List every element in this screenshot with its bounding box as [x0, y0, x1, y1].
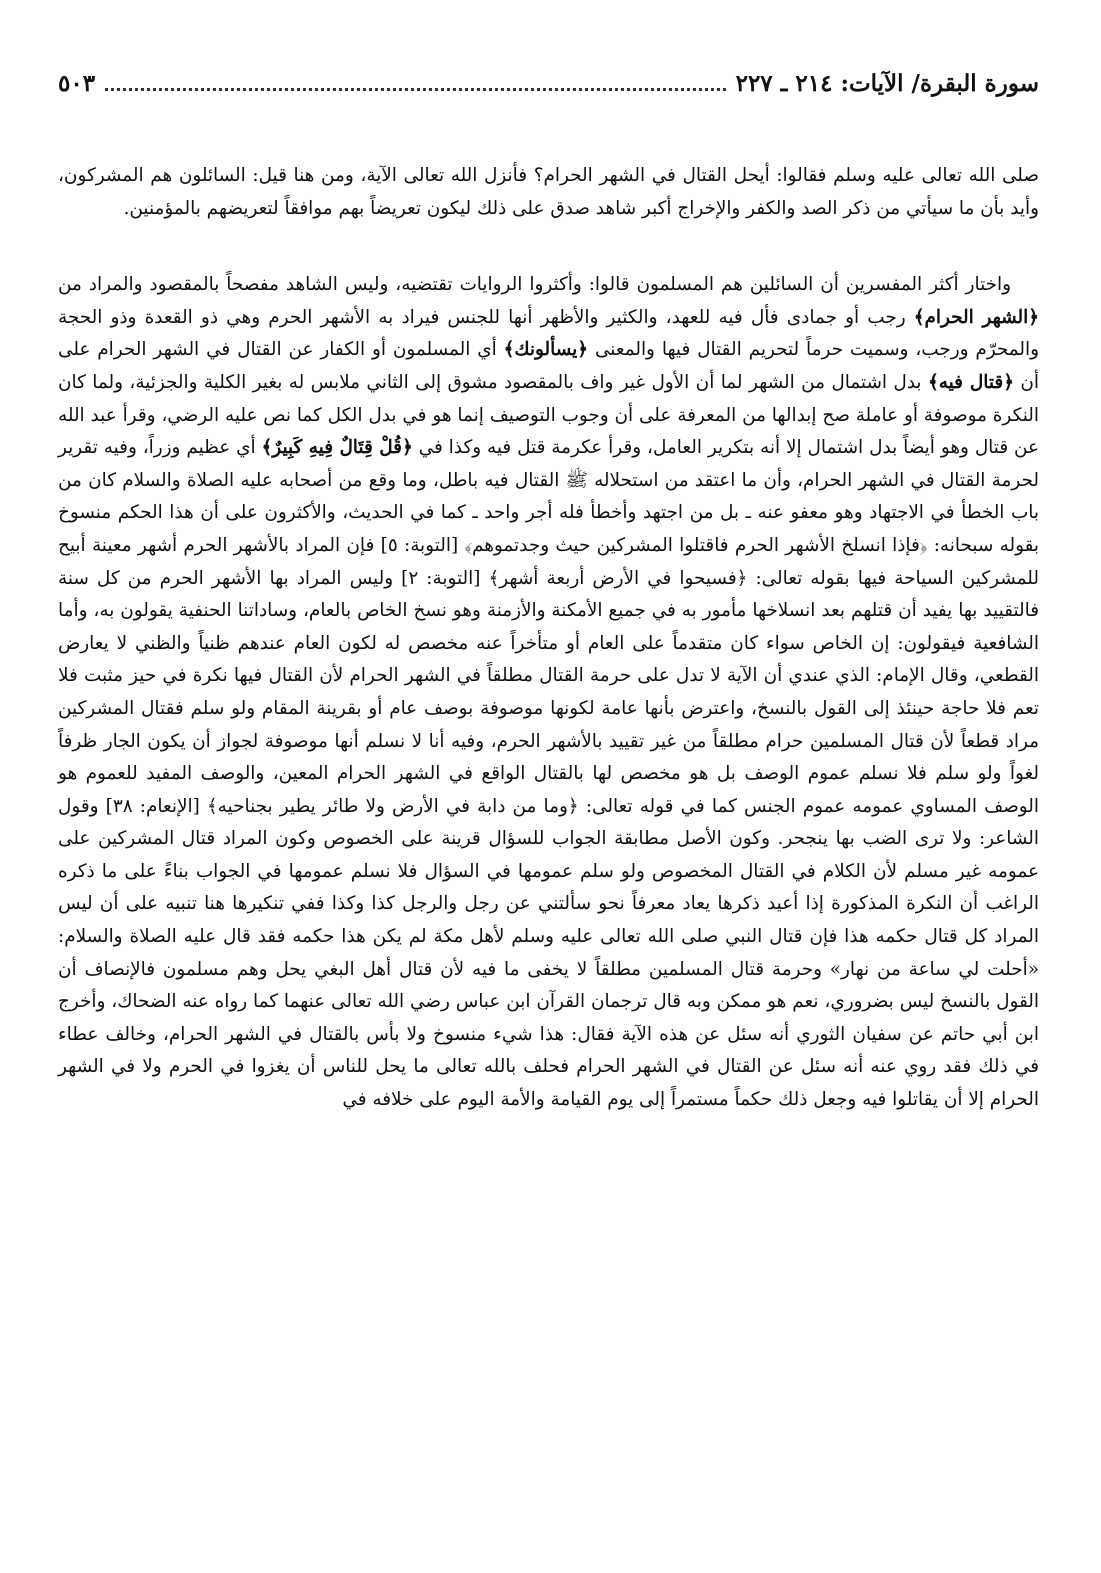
- text-run: أي عظيم وزراً، وفيه تقرير لحرمة القتال في الشهر الحرام، وأن ما اعتقد من استحلاله ﷺ القتال فيه باطل، وما وقع من أصحابه عليه الصلاة والسلام كان من باب الخطأ في الاجتهاد وهو معفو عنه ـ بل من اجتهد وأخطأ فله أجر واحد ـ كما في الحديث، والأكثرون على أن هذا الحكم منسوخ بقوله سبحانه:: [58, 437, 1039, 556]
- text-run: [التوبة: ٥] فإن المراد بالأشهر الحرم أشهر معينة أبيح للمشركين السياحة فيها بقوله تعالى:: [58, 534, 1039, 589]
- text-run: بدل اشتمال من الشهر لما أن الأول غير واف بالمقصود مشوق إلى الثاني ملابس له بغير الكلية والجزئية، ولما كان النكرة موصوفة أو عاملة صح إبدالها من المعرفة على أن وجوب التوصيف إنما هو في بدل الكل كما نص عليه الرضي، وقرأ عبد الله عن قتال وهو أيضاً بدل اشتمال إلا أنه بتكرير العامل، وقرأ عكرمة قتل فيه وكذا في: [58, 371, 1040, 459]
- header-dotted-leader: [105, 88, 726, 91]
- running-header: [58, 66, 1039, 100]
- quran-quote: ﴿وما من دابة في الأرض ولا طائر يطير بجناحيه﴾: [206, 795, 579, 817]
- quran-quote: ﴿فسيحوا في الأرض أربعة أشهر﴾: [488, 567, 748, 589]
- paragraph-continuation: صلى الله تعالى عليه وسلم فقالوا: أيحل القتال في الشهر الحرام؟ فأنزل الله تعالى الآية، ومن هنا قيل: السائلون هم المشركون، وأيد بأن ما سيأتي من ذكر الصد والكفر والإخراج أكبر شاهد صدق على ذلك ليكون تعريضاً بهم موافقاً لتعريضهم بالمؤمنين.: [58, 165, 1039, 219]
- text-run: وحرمة قتال المسلمين مطلقاً لا يخفى ما فيه لأن قتال أهل البغي يحل وهم مسلمون فالإنصاف أن القول بالنسخ ليس بضروري، نعم هو ممكن وبه قال ترجمان القرآن ابن عباس رضي الله تعالى عنهما كما رواه عنه الضحاك، وأخرج ابن أبي حاتم عن سفيان الثوري أنه سئل عن هذه الآية فقال: هذا شيء منسوخ ولا بأس بالقتال في الشهر الحرام، وخالف عطاء في ذلك فقد روي عنه أنه سئل عن القتال في الشهر الحرام فحلف بالله تعالى ما يحل للناس أن يغزوا في الحرم ولا في الشهر الحرام إلا أن يقاتلوا فيه وجعل ذلك حكماً مستمراً إلى يوم القيامة والأمة اليوم على خلافه في: [58, 958, 1039, 1111]
- quran-quote: ﴿قتال فيه﴾: [927, 371, 1014, 393]
- paragraph-main: [58, 269, 1039, 1116]
- text-run: أي المسلمون أو الكفار عن القتال في الشهر الحرام على أن: [58, 339, 1040, 393]
- hadith-quote: «أحلت لي ساعة من نهار»: [829, 958, 1039, 980]
- text-run: رجب أو جمادى فأل فيه للعهد، والكثير والأظهر أنها للجنس فيراد به الأشهر الحرم وهي ذو القعدة وذو الحجة والمحرّم ورجب، وسميت حرماً لتحريم القتال فيها والمعنى: [58, 306, 1040, 361]
- page-number: ٥٠٣: [58, 69, 96, 97]
- text-run: [الإنعام: ٣٨] وقول الشاعر: ولا ترى الضب بها ينجحر. وكون الأصل مطابقة الجواب للسؤال قرينة على الخصوص وكون المراد قتال المشركين على عمومه غير مسلم لأن الكلام في القتال المخصوص ولو سلم عمومها في السؤال فلا نسلم عمومها في الجواب بناءً على ما ذكره الراغب أن النكرة المذكورة إذا أعيد ذكرها يعاد معرفاً نحو سألتني عن رجل والرجل كذا وكذا ففي تنكيرها هنا تنبيه على أن ليس المراد كل قتال حكمه هذا فإن قتال النبي صلى الله تعالى عليه وسلم لأهل مكة لم يكن هذا حكمه فقد قال عليه الصلاة والسلام:: [58, 795, 1039, 948]
- quran-quote: ﴿يسألونك﴾: [503, 339, 589, 361]
- quran-quote: ﴿قُلْ قِتَالٌ فِيهِ كَبِيرٌ﴾: [261, 437, 413, 459]
- header-title: سورة البقرة/ الآيات: ٢١٤ ـ ٢٢٧: [735, 69, 1039, 97]
- text-run: واختار أكثر المفسرين أن السائلين هم المسلمون قالوا: وأكثروا الروايات تقتضيه، وليس الشاهد مفصحاً بالمقصود والمراد من: [58, 274, 1011, 296]
- quran-quote: ﴿فإذا انسلخ الأشهر الحرم فاقتلوا المشركين حيث وجدتموهم﴾: [464, 534, 928, 556]
- quran-quote: ﴿الشهر الحرام﴾: [913, 306, 1039, 328]
- text-run: [التوبة: ٢] وليس المراد بها الأشهر الحرم من كل سنة فالتقييد بها يفيد أن قتلهم بعد انسلاخها مأمور به في جميع الأمكنة والأزمنة وهو نسخ الخاص بالعام، وساداتنا الحنفية يقولون به، وأما الشافعية فيقولون: إن الخاص سواء كان متقدماً على العام أو متأخراً عنه مخصص له لكون العام عندهم ظنياً والظني لا يعارض القطعي، وقال الإمام: الذي عندي أن الآية لا تدل على حرمة القتال مطلقاً في الشهر الحرام لأن القتال فيها نكرة في حيز مثبت فلا تعم فلا حاجة حينئذ إلى القول بالنسخ، واعترض بأنها عامة لكونها موصوفة بوصف عام أو بقرينة المقام ولو سلم فقتال المشركين مراد قطعاً لأن قتال المسلمين حرام مطلقاً من غير تقييد بالأشهر الحرم، وفيه أنا لا نسلم أنها موصوفة لجواز أن يكون الجار ظرفاً لغواً ولو سلم فلا نسلم عموم الوصف بل هو مخصص لها بالقتال الواقع في الشهر الحرام المعين، والوصف المفيد للعموم هو الوصف المساوي عمومه عموم الجنس كما في قوله تعالى:: [58, 567, 1040, 817]
